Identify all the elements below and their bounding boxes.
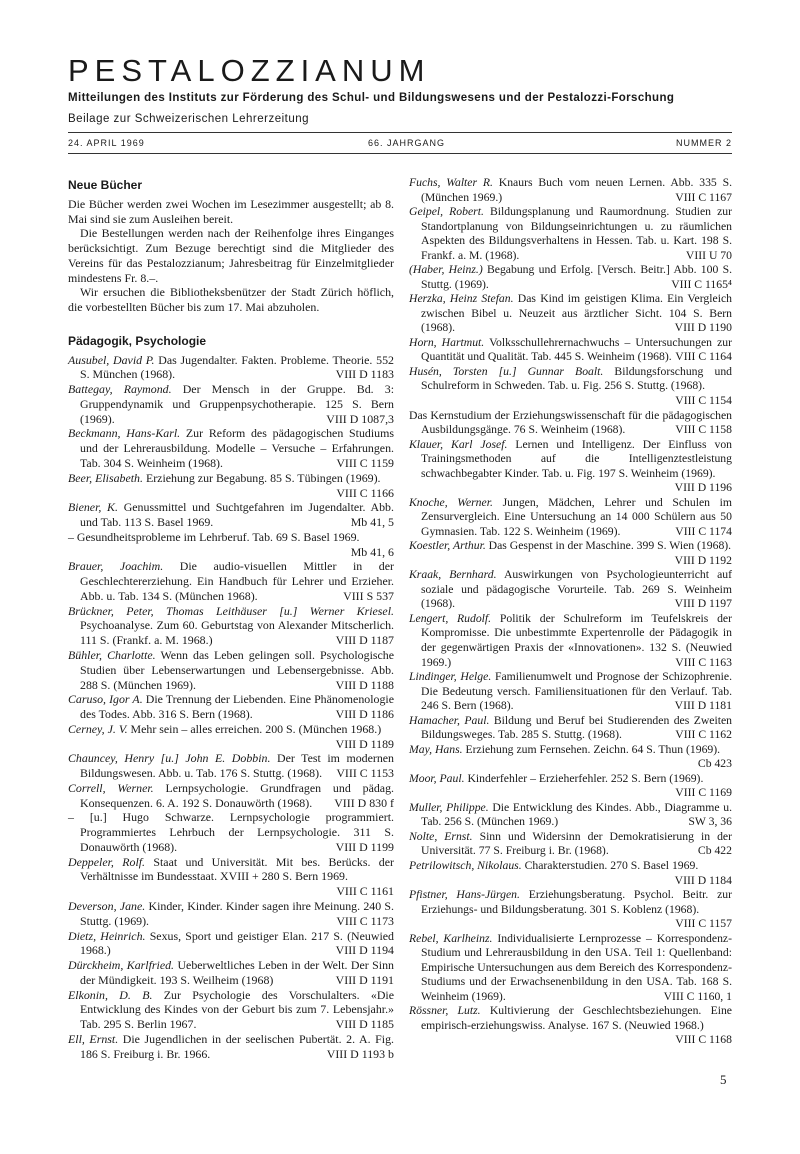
- book-entry: [68, 751, 394, 781]
- call-number: VIII C 1166: [336, 485, 394, 500]
- call-number: VIII D 1196: [674, 481, 732, 495]
- right-column: [409, 176, 732, 1048]
- call-number: VIII D 1185: [335, 1017, 394, 1032]
- call-number: VIII C 1153: [336, 766, 394, 781]
- book-author: Moor, Paul.: [409, 771, 465, 785]
- book-entry: [409, 859, 732, 888]
- book-description: Familienumwelt und Prognose der Schizophrenie. Die Bedeutung versch. Familiensituationen für den Verlauf. Tab. 246 S. Bern (1968).: [421, 670, 733, 713]
- book-entry: [68, 382, 394, 426]
- call-number: VIII D 830 f: [334, 795, 394, 810]
- book-description: Erziehung zur Begabung. 85 S. Tübingen (1969).: [145, 470, 381, 485]
- book-entry: [409, 205, 732, 263]
- book-entry: [409, 292, 732, 336]
- book-author: Rebel, Karlheinz.: [409, 931, 493, 945]
- intro-paragraph: Wir ersuchen die Bibliotheksbenützer der Stadt Zürich höflich, die vorbestellten Bücher bis zum 17. Mai abzuholen.: [68, 285, 394, 315]
- book-author: Caruso, Igor A.: [68, 692, 143, 707]
- call-number: VIII D 1087,3: [326, 411, 394, 426]
- book-entry: [409, 830, 732, 859]
- book-author: Ausubel, David P.: [68, 352, 155, 367]
- book-author: Bühler, Charlotte.: [68, 647, 156, 662]
- book-entry: [68, 559, 394, 603]
- book-author: Husén, Torsten [u.] Gunnar Boalt.: [409, 364, 604, 378]
- book-author: Ell, Ernst.: [68, 1031, 119, 1046]
- issue-volume: 66. JAHRGANG: [368, 138, 446, 148]
- book-list-left: [68, 353, 394, 1062]
- book-description: Bildung und Beruf bei Studierenden des Zweiten Bildungsweges. Tab. 285 S. Stuttg. (1968).: [421, 713, 733, 742]
- masthead: [68, 54, 732, 125]
- book-entry: [409, 176, 732, 205]
- book-author: Battegay, Raymond.: [68, 382, 172, 397]
- book-author: May, Hans.: [409, 742, 463, 756]
- call-number: VIII C 1163: [675, 655, 732, 669]
- book-description: Erziehung zum Fernsehen. Zeichn. 64 S. Thun (1969).: [465, 742, 721, 756]
- call-number: VIII D 1194: [335, 943, 394, 958]
- call-number: Cb 422: [697, 844, 732, 858]
- book-description: Zur Reform des pädagogischen Studiums und der Lehrerausbildung. Modelle – Versuche – Erfahrungen. Tab. 304 S. Weinheim (1968).: [80, 426, 394, 471]
- call-number: VIII D 1192: [674, 553, 732, 567]
- book-description: Die Jugendlichen in der seelischen Pubertät. 2. A. Fig. 186 S. Freiburg i. Br. 1966.: [80, 1031, 394, 1061]
- book-author: Nolte, Ernst.: [409, 829, 473, 843]
- book-author: Fuchs, Walter R.: [409, 176, 493, 189]
- left-column: [68, 178, 394, 1061]
- book-author: Beer, Elisabeth.: [68, 470, 143, 485]
- book-description: Zur Psychologie des Vorschulalters. «Die Entwicklung des Kindes von der Geburt bis zum 7. Lebensjahr.» Tab. 295 S. Berlin 1967.: [80, 987, 394, 1032]
- book-entry: [68, 426, 394, 470]
- book-entry: [409, 714, 732, 743]
- call-number: VIII C 1162: [675, 728, 732, 742]
- book-author: Lengert, Rudolf.: [409, 611, 492, 625]
- book-description: Kultivierung der Geschlechtsbeziehungen. Eine empirisch-erziehungswiss. Analyse. 167 S. (Neuwied 1968.): [421, 1004, 732, 1032]
- book-entry: [68, 692, 394, 722]
- book-description: Der Test im modernen Bildungswesen. Abb. u. Tab. 176 S. Stuttg. (1968).: [80, 751, 394, 781]
- book-description: Der Mensch in der Gruppe. Bd. 3: Gruppendynamik und Gruppenpsychotherapie. 125 S. Bern (1969).: [80, 382, 395, 426]
- book-entry: [68, 353, 394, 383]
- book-description: Politik der Schulreform im Teufelskreis der Kompromisse. Die unbestimmte Expertenrolle der Pädagogik in der gegenwärtigen Praxis der «Innovationen». 132 S. (Neuwied 1969.): [421, 611, 732, 669]
- book-entry: [409, 336, 732, 365]
- book-entry: [409, 670, 732, 714]
- book-entry: [409, 409, 732, 438]
- book-entry: [68, 810, 394, 854]
- call-number: Mb 41, 5: [350, 515, 394, 530]
- call-number: VIII D 1189: [335, 736, 394, 751]
- issue-date: 24. APRIL 1969: [68, 138, 145, 148]
- call-number: VIII C 1174: [675, 524, 732, 538]
- intro-paragraph: Die Bestellungen werden nach der Reihenfolge ihres Einganges berücksichtigt. Zum Bezuge berechtigt sind die Mitglieder des Vereins für das Pestalozzianum; Jahresbeitrag für Einzelmitglieder mindestens Fr. 8.–.: [68, 226, 394, 285]
- book-description: Das Jugendalter. Fakten. Probleme. Theorie. 552 S. München (1968).: [80, 352, 394, 382]
- call-number: VIII C 1158: [675, 423, 732, 437]
- book-entry: [68, 929, 394, 959]
- book-description: Mehr sein – alles erreichen. 200 S. (München 1968.): [130, 721, 382, 736]
- book-description: Auswirkungen von Psychologieunterricht auf soziale und pädagogische Vorurteile. Tab. 269 S. Weinheim (1968).: [421, 568, 732, 611]
- book-entry: [409, 801, 732, 830]
- book-entry: [409, 743, 732, 772]
- book-author: Horn, Hartmut.: [409, 335, 485, 349]
- book-description: Das Kind im geistigen Klima. Ein Vergleich zwischen Bibel u. Neuzeit aus ärztlicher Sicht. 104 S. Bern (1968).: [421, 292, 732, 335]
- issue-number: NUMMER 2: [675, 138, 732, 148]
- book-author: Rössner, Lutz.: [409, 1004, 481, 1018]
- book-entry: [68, 899, 394, 929]
- book-author: Deverson, Jane.: [68, 898, 146, 913]
- call-number: VIII C 1169: [675, 786, 732, 800]
- page-number: 5: [720, 1072, 727, 1087]
- book-entry: [409, 772, 732, 801]
- book-author: Kraak, Bernhard.: [409, 568, 497, 582]
- book-description: Lernpsychologie. Grundfragen und pädag. Konsequenzen. 6. A. 192 S. Donauwörth (1968).: [80, 780, 395, 810]
- book-author: Brückner, Peter, Thomas Leithäuser [u.] Werner Kriesel.: [68, 603, 394, 618]
- book-entry: [409, 496, 732, 540]
- call-number: VIII D 1188: [335, 677, 394, 692]
- call-number: VIII D 1186: [335, 707, 394, 722]
- book-entry: [409, 539, 732, 568]
- book-description: Individualisierte Lernprozesse – Korrespondenz-Studium und Lehrerausbildung in den USA. Teil 1: Quellenband: Empirische Untersuchungen aus dem Bereich des Korrespondenz-Studiums und der Erwachsenenbildung in den USA. Tab. 168 S. Weinheim (1969).: [421, 931, 733, 1003]
- call-number: VIII D 1181: [674, 699, 732, 713]
- book-description: Kinder, Kinder. Kinder sagen ihre Meinung. 240 S. Stuttg. (1969).: [80, 898, 394, 928]
- call-number: VIII C 1154: [675, 393, 732, 407]
- book-description: Das Gespenst in der Maschine. 399 S. Wien (1968).: [488, 539, 732, 553]
- call-number: Cb 423: [697, 757, 732, 771]
- book-author: Dürckheim, Karlfried.: [68, 958, 175, 973]
- book-description: Erziehungsberatung. Psychol. Beitr. zur Erziehungs- und Bildungsberatung. 301 S. Koblenz (1968).: [421, 888, 732, 916]
- book-author: Lindinger, Helge.: [409, 670, 492, 684]
- book-entry: [409, 568, 732, 612]
- book-entry: [68, 1032, 394, 1062]
- bottom-rule: [68, 153, 732, 154]
- book-description: Sexus, Sport und geistiger Elan. 217 S. (Neuwied 1968.): [80, 928, 394, 958]
- book-author: Petrilowitsch, Nikolaus.: [409, 858, 522, 872]
- book-description: Die Entwicklung des Kindes. Abb., Diagramme u. Tab. 256 S. (München 1969.): [421, 800, 732, 829]
- call-number: VIII C 1160, 1: [663, 989, 732, 1003]
- book-description: Staat und Universität. Mit bes. Berücks. der Verhältnisse im Bundesstaat. XVIII + 280 S. Bern 1969.: [80, 854, 394, 884]
- book-author: Herzka, Heinz Stefan.: [409, 292, 514, 306]
- issue-info-bar: [68, 138, 732, 148]
- book-description: Charakterstudien. 270 S. Basel 1969.: [524, 858, 699, 872]
- book-author: Deppeler, Rolf.: [68, 854, 146, 869]
- book-author: Dietz, Heinrich.: [68, 928, 146, 943]
- book-entry: [68, 958, 394, 988]
- intro-text: [68, 197, 394, 315]
- book-entry: [409, 365, 732, 409]
- call-number: VIII C 1164: [675, 350, 732, 364]
- book-author: Brauer, Joachim.: [68, 559, 164, 574]
- call-number: VIII D 1190: [674, 321, 732, 335]
- book-description: Jungen, Mädchen, Lehrer und Schulen im Zensurvergleich. Eine Untersuchung an 14 000 Schülern aus 50 Gymnasien. Tab. 122 S. Weinheim (1969).: [421, 495, 733, 538]
- call-number: VIII C 1159: [336, 456, 394, 471]
- call-number: VIII D 1193 b: [326, 1046, 394, 1061]
- book-description: Ueberweltliches Leben in der Welt. Der Sinn der Mündigkeit. 193 S. Weilheim (1968): [80, 958, 394, 987]
- call-number: VIII D 1197: [674, 597, 732, 611]
- book-author: Klauer, Karl Josef.: [409, 437, 508, 451]
- book-entry: [68, 648, 394, 692]
- call-number: VIII C 1167: [675, 190, 732, 204]
- book-author: Chauncey, Henry [u.] John E. Dobbin.: [68, 751, 271, 766]
- book-description: Psychoanalyse. Zum 60. Geburtstag von Alexander Mitscherlich. 111 S. (Frankf. a. M. 1968.): [80, 618, 394, 648]
- book-entry: [68, 604, 394, 648]
- book-author: Koestler, Arthur.: [409, 539, 486, 553]
- book-description: – Gesundheitsprobleme im Lehrberuf. Tab. 69 S. Basel 1969.: [68, 529, 360, 544]
- book-author: Hamacher, Paul.: [409, 713, 490, 727]
- book-description: Das Kernstudium der Erziehungswissenschaft für die pädagogischen Ausbildungsgänge. 76 S. Weinheim (1968).: [409, 408, 732, 437]
- call-number: VIII C 1165⁴: [671, 277, 732, 291]
- call-number: VIII D 1187: [335, 633, 394, 648]
- book-entry: [68, 855, 394, 899]
- book-description: Wenn das Leben gelingen soll. Psychologische Studien über Lebenserwartungen und Lebensergebnisse. Abb. 288 S. (München 1969).: [80, 647, 395, 692]
- book-description: Bildungsplanung und Raumordnung. Studien zur Standortplanung von Bildungseinrichtungen u. zu räumlichen Aspekten des Bildungsverhaltens in Hessen. Tab. u. Kart. 198 S. Frankf. a. M. (1968).: [421, 205, 733, 262]
- supplement-line: Beilage zur Schweizerischen Lehrerzeitung: [68, 113, 310, 125]
- book-description: Genussmittel und Suchtgefahren im Jugendalter. Abb. und Tab. 113 S. Basel 1969.: [80, 500, 394, 530]
- book-entry: [409, 1004, 732, 1048]
- book-author: Elkonin, D. B.: [68, 987, 153, 1002]
- intro-heading: Neue Bücher: [68, 178, 143, 192]
- book-entry: [68, 722, 394, 752]
- call-number: VIII D 1191: [335, 972, 394, 987]
- call-number: VIII S 537: [343, 588, 394, 603]
- call-number: VIII D 1183: [335, 367, 394, 382]
- book-description: Die audio-visuellen Mittler in der Geschlechtererziehung. Ein Handbuch für Lehrer und Erzieher. Abb. u. Tab. 134 S. (München 1968).: [80, 559, 394, 603]
- book-author: Pfistner, Hans-Jürgen.: [409, 888, 520, 902]
- journal-subtitle: Mitteilungen des Instituts zur Förderung des Schul- und Bildungswesens und der Pestalozzi-Forschung: [68, 92, 675, 104]
- book-list-right: [409, 176, 732, 1048]
- book-description: Kinderfehler – Erzieherfehler. 252 S. Bern (1969).: [467, 771, 704, 785]
- top-rule: [68, 132, 732, 133]
- call-number: VIII D 1199: [335, 839, 394, 854]
- book-author: (Haber, Heinz.): [409, 263, 483, 277]
- book-author: Biener, K.: [68, 500, 118, 515]
- book-description: Sinn und Widersinn der Demokratisierung in der Universität. 77 S. Freiburg i. Br. (1968).: [421, 829, 733, 858]
- book-author: Muller, Philippe.: [409, 800, 489, 814]
- book-description: Begabung und Erfolg. [Versch. Beitr.] Abb. 100 S. Stuttg. (1969).: [421, 263, 732, 291]
- call-number: VIII D 1184: [674, 873, 732, 887]
- section-heading: Pädagogik, Psychologie: [68, 333, 207, 348]
- book-author: Cerney, J. V.: [68, 721, 128, 736]
- book-entry: [68, 781, 394, 811]
- book-entry: [409, 932, 732, 1005]
- book-description: – [u.] Hugo Schwarze. Lernpsychologie programmiert. Programmiertes Lehrbuch der Lernpsychologie. 311 S. Donauwörth (1968).: [68, 810, 394, 854]
- book-description: Die Trennung der Liebenden. Eine Phänomenologie des Todes. Abb. 316 S. Bern (1968).: [80, 692, 394, 722]
- call-number: Mb 41, 6: [350, 544, 394, 559]
- book-entry: [68, 471, 394, 501]
- book-description: Bildungsforschung und Schulreform in Schweden. Tab. u. Fig. 256 S. Stuttg. (1968).: [421, 364, 733, 393]
- intro-paragraph: Die Bücher werden zwei Wochen im Lesezimmer ausgestellt; ab 8. Mai sind sie zum Ausleihen bereit.: [68, 196, 394, 226]
- book-entry: [68, 988, 394, 1032]
- call-number: SW 3, 36: [688, 815, 732, 829]
- call-number: VIII C 1161: [336, 884, 394, 899]
- journal-title: PESTALOZZIANUM: [68, 53, 431, 88]
- book-description: Volksschullehrernachwuchs – Untersuchungen zur Quantität und Qualität. Tab. 445 S. Weinheim (1968).: [421, 335, 732, 364]
- book-author: Knoche, Werner.: [409, 495, 493, 509]
- book-author: Correll, Werner.: [68, 780, 154, 795]
- book-author: Beckmann, Hans-Karl.: [68, 426, 181, 441]
- book-entry: [409, 888, 732, 932]
- book-description: Knaurs Buch vom neuen Lernen. Abb. 335 S. (München 1969.): [421, 176, 733, 204]
- book-entry: [409, 438, 732, 496]
- call-number: VIII U 70: [685, 248, 732, 262]
- book-entry: [68, 530, 394, 560]
- book-entry: [409, 612, 732, 670]
- book-entry: [68, 500, 394, 530]
- book-entry: [409, 263, 732, 292]
- call-number: VIII C 1157: [675, 917, 732, 931]
- call-number: VIII C 1173: [336, 913, 394, 928]
- book-description: Lernen und Intelligenz. Der Einfluss von Trainingsmethoden auf die Intelligenztestleistung schwachbegabter Kinder. Tab. u. Fig. 197 S. Weinheim (1969).: [421, 437, 733, 480]
- book-author: Geipel, Robert.: [409, 205, 484, 219]
- call-number: VIII C 1168: [675, 1033, 732, 1047]
